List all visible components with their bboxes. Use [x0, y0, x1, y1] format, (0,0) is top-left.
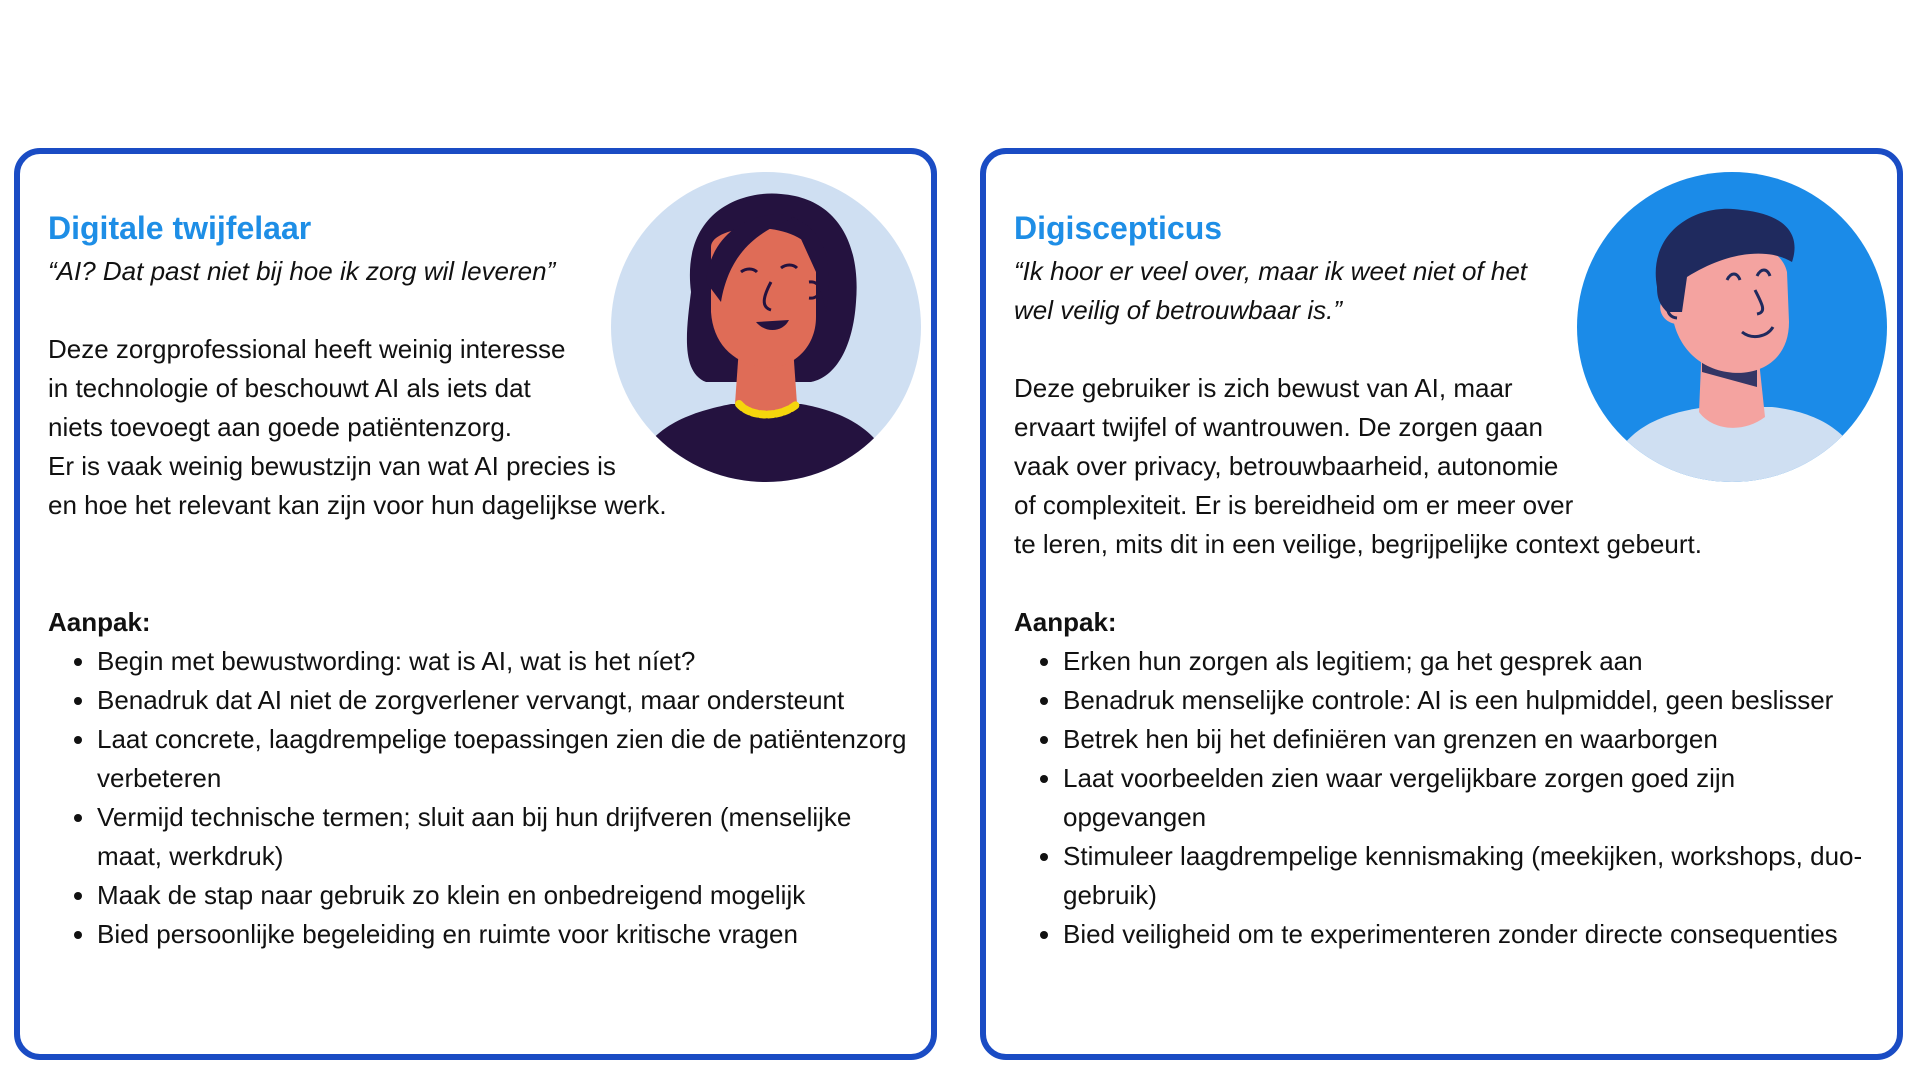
card-content	[1014, 208, 1873, 954]
list-item: • Bied persoonlijke begeleiding en ruimte voor kritische vragen	[97, 915, 907, 954]
persona-quote: “AI? Dat past niet bij hoe ik zorg wil leveren”	[48, 256, 556, 286]
approach-list	[1014, 642, 1873, 954]
list-item: • Vermijd technische termen; sluit aan bij hun drijfveren (menselijke maat, werkdruk)	[97, 798, 907, 876]
persona-card-digitale-twijfelaar	[14, 148, 937, 1060]
list-item: • Laat voorbeelden zien waar vergelijkbare zorgen goed zijn opgevangen	[1063, 759, 1873, 837]
approach-heading: Aanpak:	[48, 607, 151, 637]
persona-quote: “Ik hoor er veel over, maar ik weet niet of het wel veilig of betrouwbaar is.”	[1014, 256, 1528, 325]
persona-description: Deze zorgprofessional heeft weinig interesse in technologie of beschouwt AI als iets dat niets toevoegt aan goede patiëntenzorg. Er is vaak weinig bewustzijn van wat AI precies is en hoe het relevant kan zijn voor hun dagelijkse werk.	[48, 334, 667, 520]
list-item: • Maak de stap naar gebruik zo klein en onbedreigend mogelijk	[97, 876, 907, 915]
persona-title: Digitale twijfelaar	[48, 210, 312, 246]
list-item: • Betrek hen bij het definiëren van grenzen en waarborgen	[1063, 720, 1873, 759]
list-item: • Stimuleer laagdrempelige kennismaking (meekijken, workshops, duo-gebruik)	[1063, 837, 1873, 915]
list-item: • Erken hun zorgen als legitiem; ga het gesprek aan	[1063, 642, 1873, 681]
persona-description: Deze gebruiker is zich bewust van AI, maar ervaart twijfel of wantrouwen. De zorgen gaan vaak over privacy, betrouwbaarheid, autonomie of complexiteit. Er is bereidheid om er meer over te leren, mits dit in een veilige, begrijpelijke context gebeurt.	[1014, 373, 1702, 559]
list-item: • Begin met bewustwording: wat is AI, wat is het níet?	[97, 642, 907, 681]
list-item: • Bied veiligheid om te experimenteren zonder directe consequenties	[1063, 915, 1873, 954]
persona-title: Digiscepticus	[1014, 210, 1223, 246]
list-item: • Benadruk menselijke controle: AI is een hulpmiddel, geen beslisser	[1063, 681, 1873, 720]
approach-heading: Aanpak:	[1014, 607, 1117, 637]
card-content	[48, 208, 907, 954]
persona-card-digiscepticus	[980, 148, 1903, 1060]
list-item: • Laat concrete, laagdrempelige toepassingen zien die de patiëntenzorg verbeteren	[97, 720, 907, 798]
list-item: • Benadruk dat AI niet de zorgverlener vervangt, maar ondersteunt	[97, 681, 907, 720]
approach-list	[48, 642, 907, 954]
